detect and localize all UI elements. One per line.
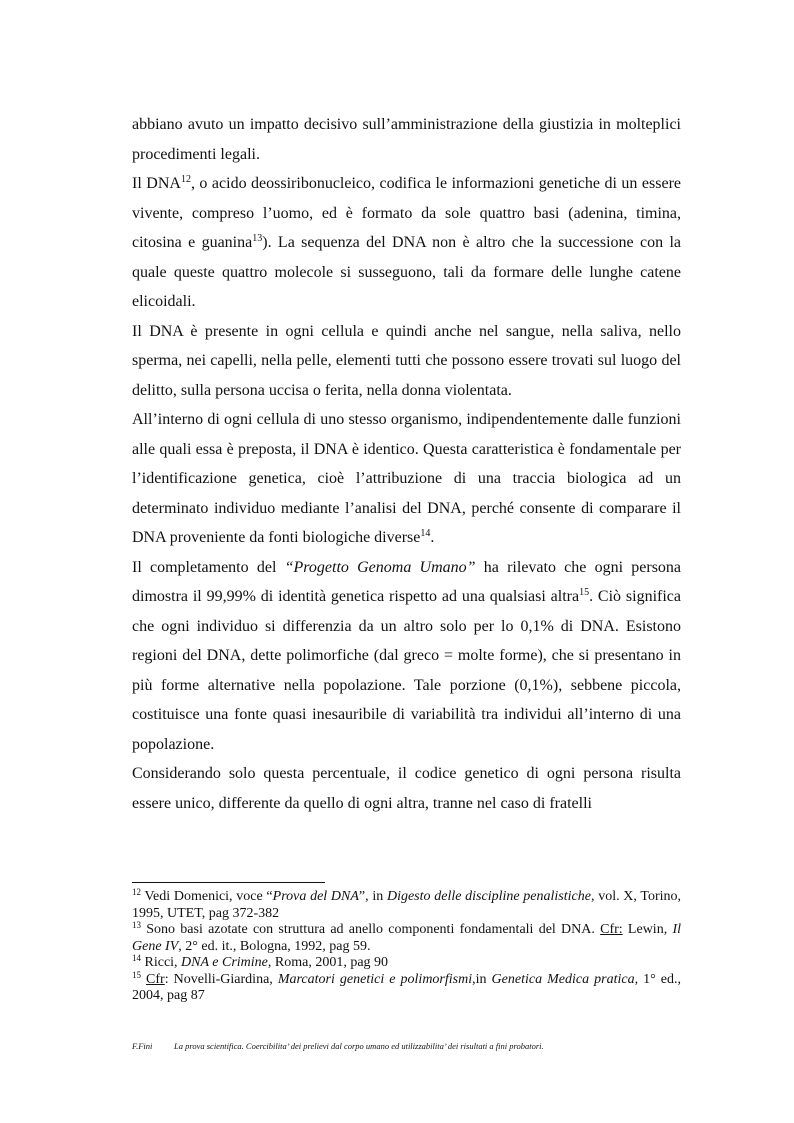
footnote-text: , vol. X, Torino, 1995, UTET, pag 372-382 (132, 889, 682, 921)
paragraph-5 (132, 553, 681, 760)
footnote-12 (132, 889, 681, 922)
paragraph-2-text: Il DNA (132, 175, 181, 192)
footnote-ref-14: 14 (420, 528, 431, 539)
paragraph-1: abbiano avuto un impatto decisivo sull’amministrazione della giustizia in molteplici procedimenti legali. (132, 116, 681, 163)
footnote-ref-13: 13 (252, 233, 263, 244)
footnote-14 (132, 955, 681, 972)
footnote-text: Lewin, (622, 922, 673, 937)
footnote-ref-15: 15 (579, 587, 590, 598)
footnote-underlined: Cfr: (600, 922, 623, 937)
footer-title: La prova scientifica. Coercibilita’ dei prelievi dal corpo umano ed utilizzabilita’ dei risultati a fini probatori. (174, 1041, 544, 1051)
footnote-text: , 1° ed., 2004, pag 87 (132, 971, 681, 1003)
footnote-text: Vedi Domenici, voce “ (141, 889, 273, 904)
footnote-13 (132, 922, 681, 955)
footnote-italic: Prova del DNA (272, 889, 359, 904)
paragraph-3: Il DNA è presente in ogni cellula e quindi anche nel sangue, nella saliva, nello sperma, nei capelli, nella pelle, elementi tutti che possono essere trovati sul luogo del delitto, sulla persona uccisa o ferita, nella donna violentata. (132, 322, 681, 399)
paragraph-5-text: Il completamento del (132, 558, 285, 576)
footnote-number: 13 (132, 920, 141, 930)
body-text (132, 110, 681, 818)
footnote-text: , Roma, 2001, pag 90 (267, 955, 389, 970)
footnote-number: 12 (132, 887, 141, 897)
footnote-text: Sono basi azotate con struttura ad anello componenti fondamentali del DNA. (141, 922, 601, 937)
footer-author: F.Fini (132, 1041, 153, 1051)
paragraph-4-text: . (430, 529, 435, 546)
footnote-text: , 2° ed. it., Bologna, 1992, pag 59. (178, 938, 371, 954)
paragraph-2-text: ). La sequenza del DNA non è altro che la successione con la quale queste quattro molecole si susseguono, tali da formare delle lunghe catene elicoidali. (132, 234, 682, 310)
footnote-underlined: Cfr (146, 971, 165, 987)
footnote-italic: Genetica Medica pratica (491, 971, 635, 987)
footnote-text: ”, in (358, 889, 387, 904)
footnote-text: Ricci, (141, 955, 182, 970)
project-title: “Progetto Genoma Umano” (284, 558, 476, 576)
footnote-italic: Marcatori genetici e polimorfismi (277, 971, 473, 987)
footnote-italic: Il Gene IV (132, 922, 682, 954)
paragraph-4-text: All’interno di ogni cellula di uno stesso organismo, indipendentemente dalle funzioni alle quali essa è preposta, il DNA è identico. Questa caratteristica è fondamentale per l’identificazione genetica, cioè l’attribuzione di una traccia biologica ad un determinato individuo mediante l’analisi del DNA, perché consente di comparare il DNA proveniente da fonti biologiche diverse (132, 411, 681, 546)
footnote-text: ,in (472, 971, 492, 987)
paragraph-5-text: . Ciò significa che ogni individuo si differenzia da un altro solo per lo 0,1% di DNA. Esistono regioni del DNA, dette polimorfiche (dal greco = molte forme), che si presentano in più forme alternative nella popolazione. Tale porzione (0,1%), sebbene piccola, costituisce una fonte quasi inesauribile di variabilità tra individui all’interno di una popolazione. (132, 588, 681, 753)
footnote-number: 14 (132, 953, 141, 963)
footnote-ref-12: 12 (180, 174, 191, 185)
paragraph-5-text: ha rilevato che ogni persona dimostra il 99,99% di identità genetica rispetto ad una qualsiasi altra (132, 558, 682, 605)
footnote-number: 15 (132, 969, 141, 980)
footnote-15 (132, 969, 681, 1005)
footnote-italic: Digesto delle discipline penalistiche (386, 889, 591, 904)
paragraph-2 (132, 169, 681, 317)
paragraph-2-text: , o acido deossiribonucleico, codifica le informazioni genetiche di un essere vivente, compreso l’uomo, ed è formato da sole quattro basi (adenina, timina, citosina e guanina (132, 175, 682, 251)
footnote-italic: DNA e Crimine (181, 955, 268, 970)
paragraph-6: Considerando solo questa percentuale, il codice genetico di ogni persona risulta essere unico, differente da quello di ogni altra, tranne nel caso di fratelli (132, 765, 681, 812)
paragraph-4 (132, 405, 681, 553)
footnote-text: : Novelli-Giardina, (164, 971, 278, 987)
footnote-separator (132, 882, 325, 883)
footnotes (132, 889, 681, 1005)
page-footer (132, 1041, 692, 1051)
